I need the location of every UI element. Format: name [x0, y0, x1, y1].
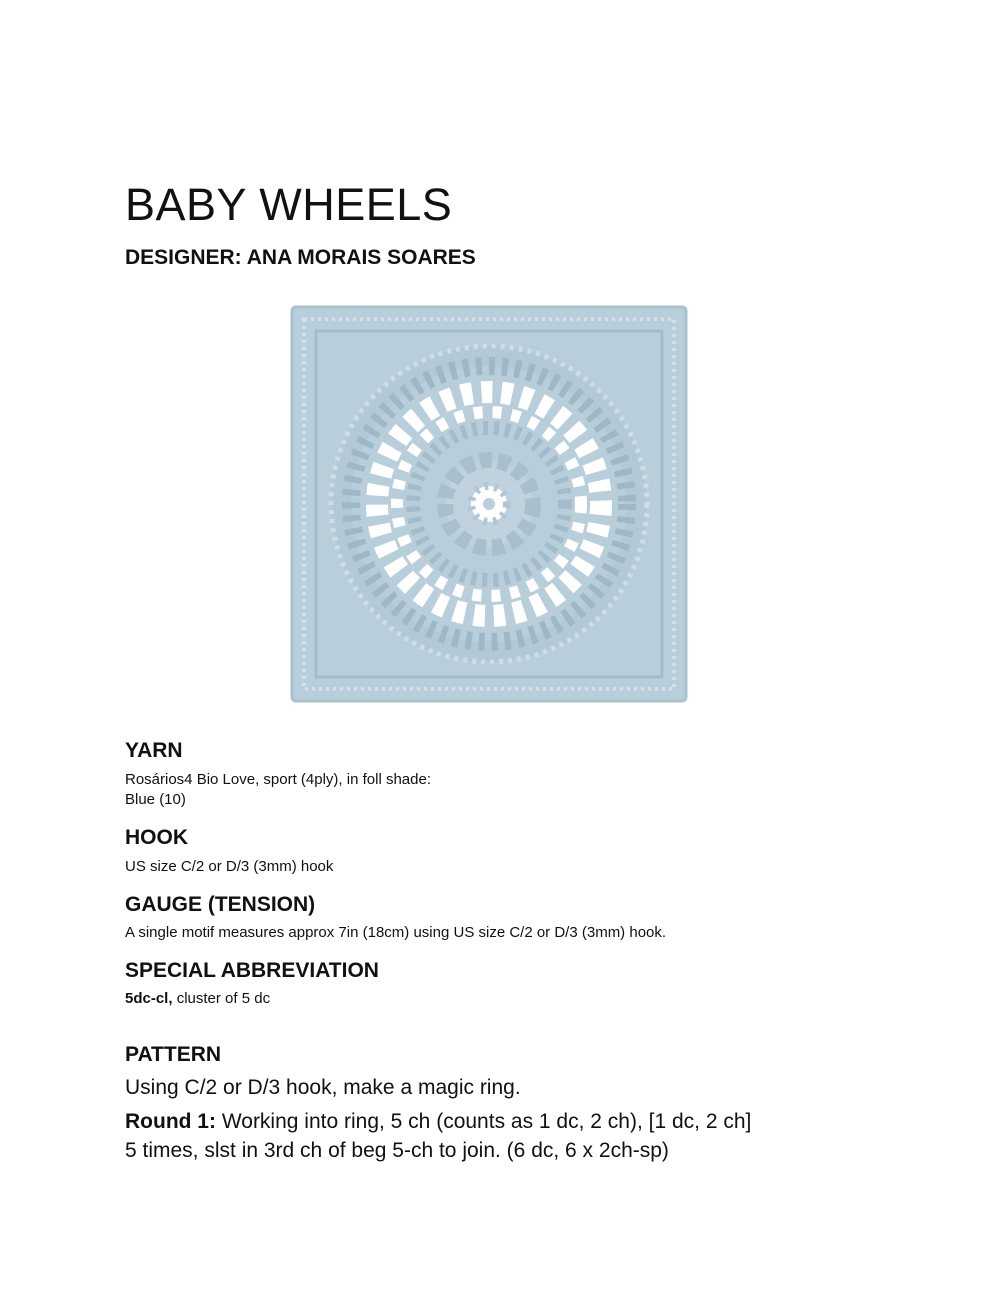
- crochet-motif-photo: [286, 303, 692, 705]
- abbreviation-text: [125, 989, 270, 1009]
- yarn-line-2: Blue (10): [125, 791, 186, 808]
- abbreviation-heading: SPECIAL ABBREVIATION: [125, 959, 379, 982]
- round-1-line-1: [125, 1108, 751, 1135]
- pattern-heading: PATTERN: [125, 1043, 222, 1066]
- yarn-heading: YARN: [125, 739, 183, 762]
- round-1-label: Round 1:: [125, 1110, 216, 1133]
- gauge-text: A single motif measures approx 7in (18cm) using US size C/2 or D/3 (3mm) hook.: [125, 924, 667, 941]
- round-1-line-2: 5 times, slst in 3rd ch of beg 5-ch to join. (6 dc, 6 x 2ch-sp): [125, 1139, 669, 1162]
- pattern-intro: Using C/2 or D/3 hook, make a magic ring.: [125, 1076, 521, 1099]
- motif-center: [483, 498, 495, 510]
- hook-text: US size C/2 or D/3 (3mm) hook: [125, 858, 334, 875]
- abbreviation-definition: cluster of 5 dc: [172, 990, 271, 1007]
- page-title: BABY WHEELS: [125, 179, 453, 230]
- round-1-text: Working into ring, 5 ch (counts as 1 dc, 2 ch), [1 dc, 2 ch]: [215, 1110, 752, 1133]
- abbreviation-term: 5dc-cl,: [125, 990, 173, 1007]
- hook-heading: HOOK: [125, 826, 188, 849]
- gauge-heading: GAUGE (TENSION): [125, 893, 316, 916]
- designer-credit: DESIGNER: ANA MORAIS SOARES: [125, 246, 476, 269]
- yarn-line-1: Rosários4 Bio Love, sport (4ply), in foll shade:: [125, 771, 431, 788]
